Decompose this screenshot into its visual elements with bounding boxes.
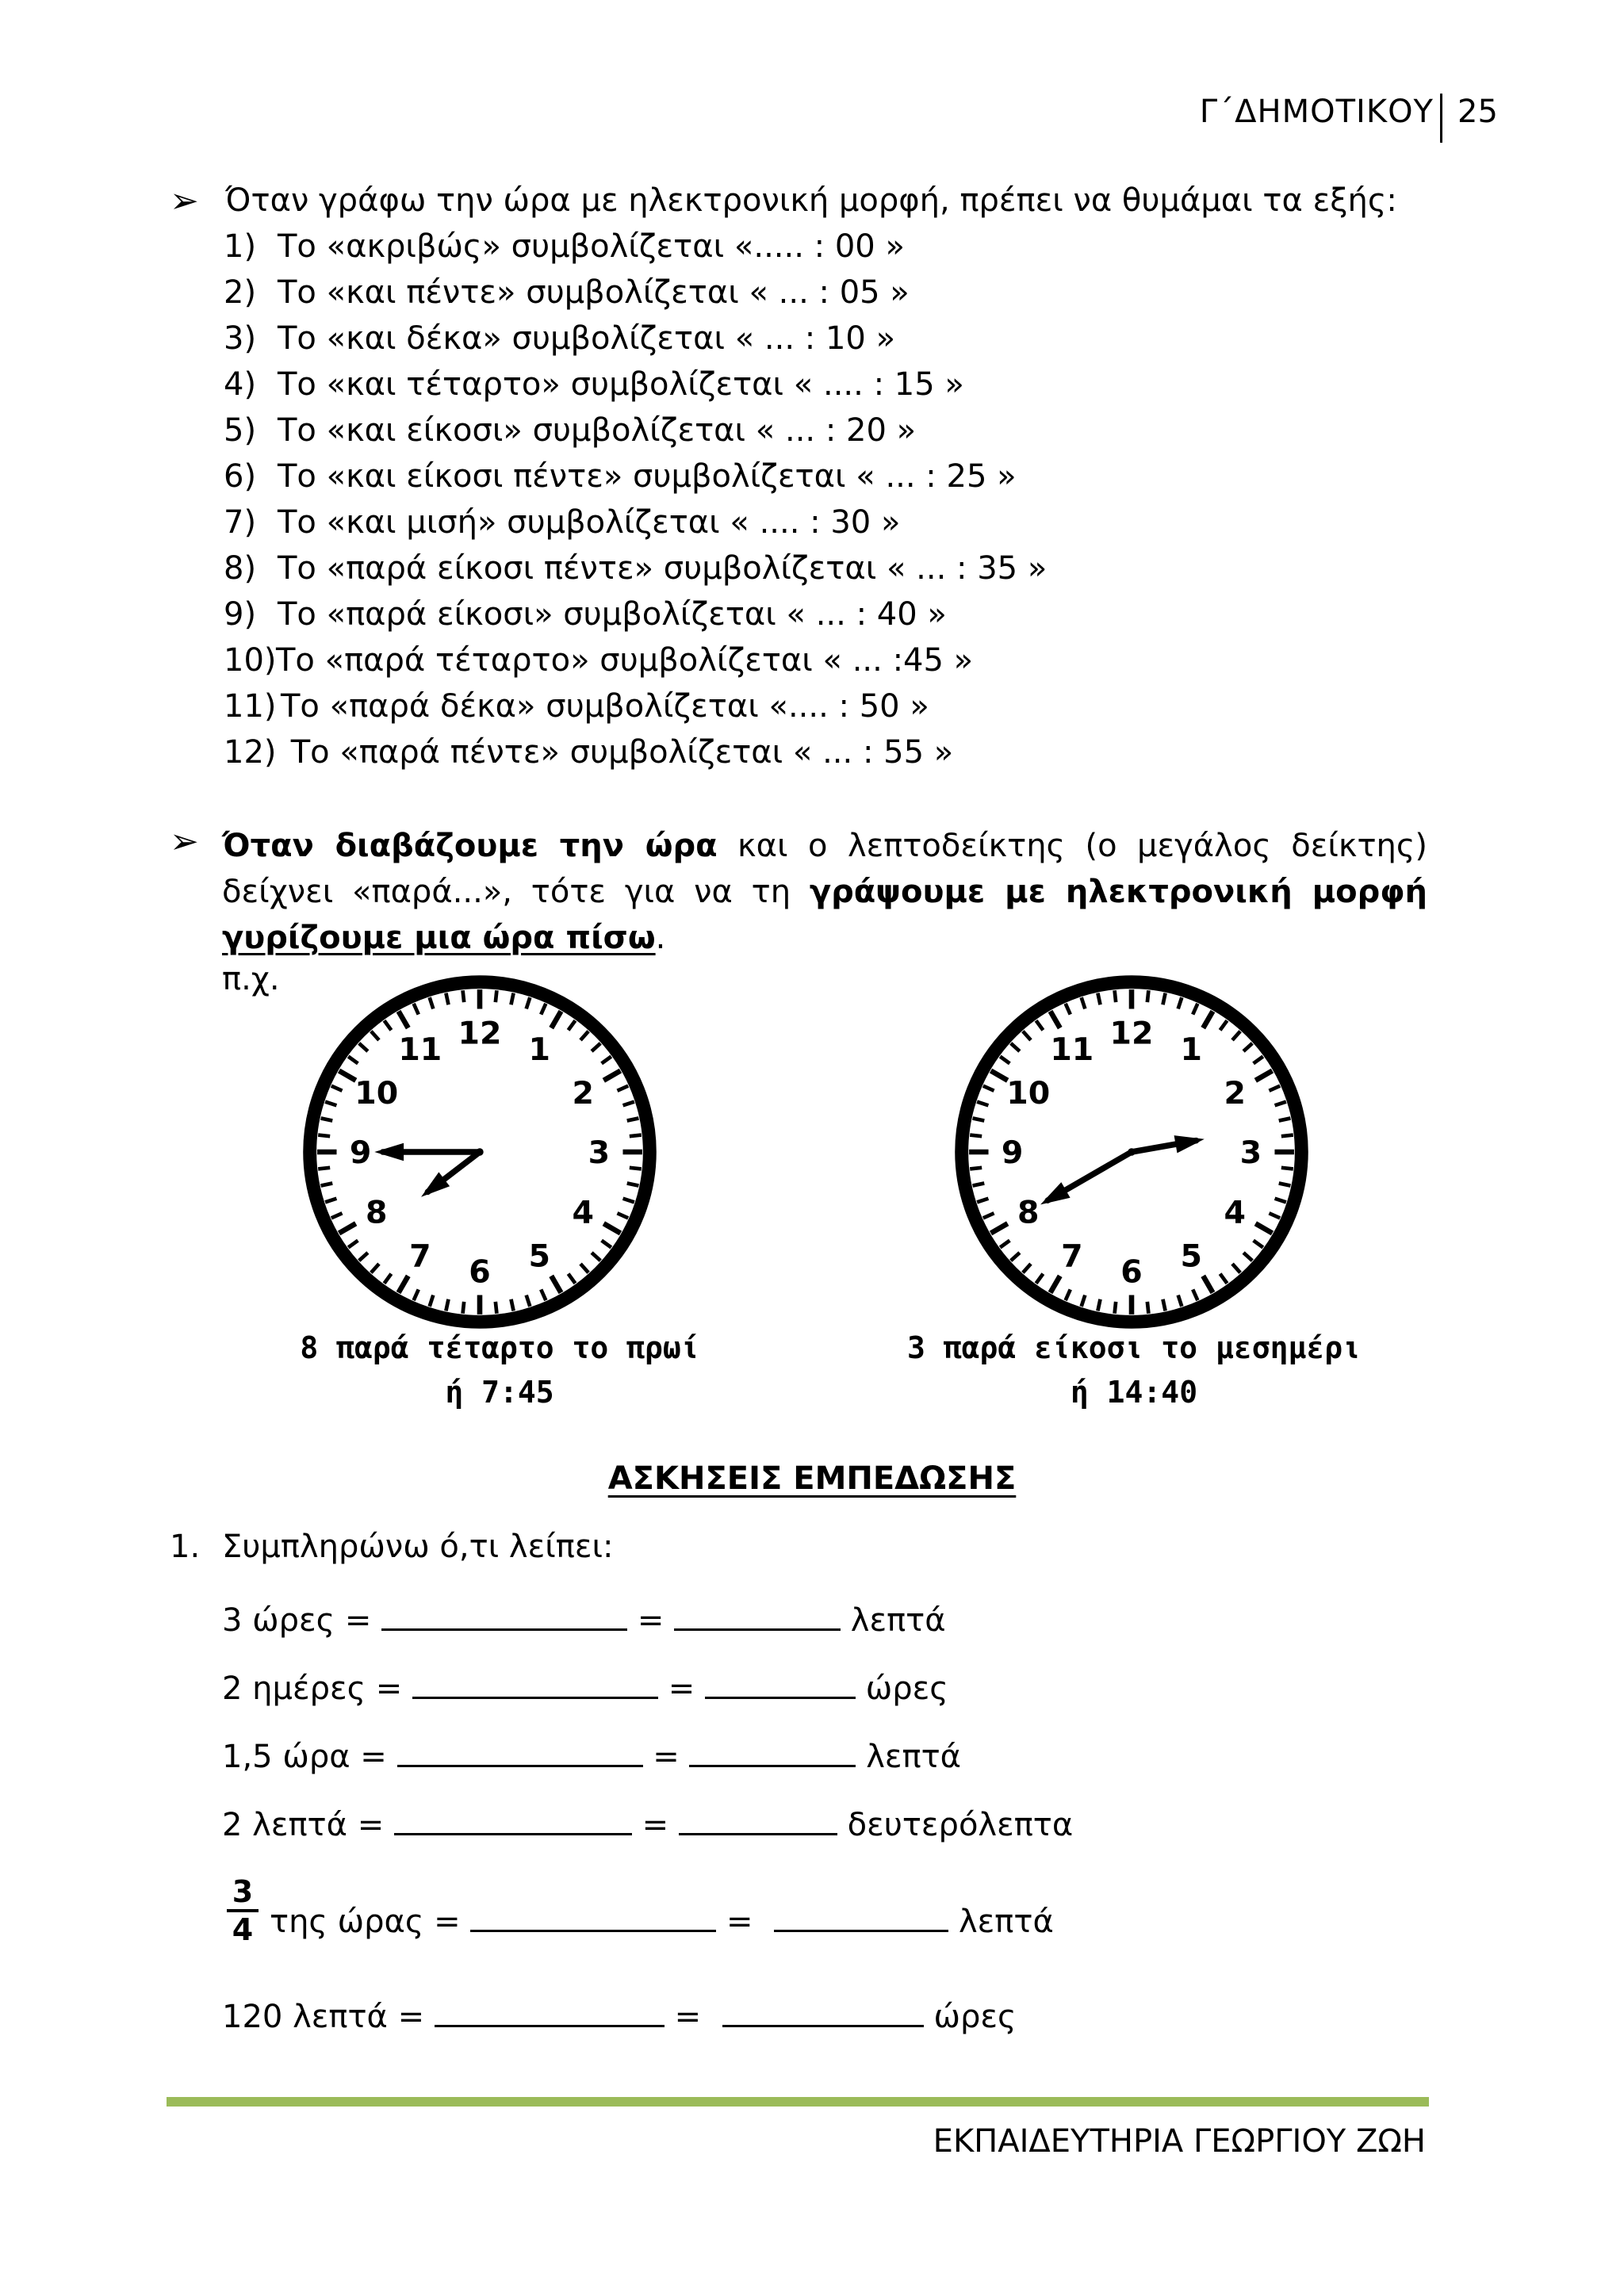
clock-tick	[511, 993, 513, 1005]
clock-tick	[511, 1299, 513, 1311]
list-item	[224, 274, 910, 311]
list-item-number: 2)	[224, 274, 257, 311]
bold-phrase: γράψουμε με ηλεκτρονική μορφή	[809, 874, 1428, 910]
exercise-lhs: της ώρας =	[270, 1904, 461, 1940]
page-number: 25	[1457, 94, 1498, 130]
clock-caption: 8 παρά τέταρτο το πρωί	[300, 1330, 699, 1365]
footer-text: ΕΚΠΑΙΔΕΥΤΗΡΙΑ ΓΕΩΡΓΙΟΥ ΖΩΗ	[933, 2123, 1426, 2160]
section2-paragraph	[222, 823, 1427, 961]
answer-blank[interactable]	[774, 1903, 948, 1932]
fraction-three-quarters	[227, 1876, 259, 1946]
clock-tick	[318, 1135, 330, 1137]
list-item-text: Το «και δέκα» συμβολίζεται « ... : 10 »	[278, 320, 896, 357]
list-item	[224, 412, 916, 449]
exercise-row	[222, 1806, 1073, 1843]
list-item-number: 7)	[224, 504, 257, 541]
answer-blank[interactable]	[674, 1601, 841, 1631]
exercise-lhs: 2 ημέρες =	[222, 1670, 403, 1707]
clock-tick	[973, 1183, 985, 1185]
list-item-text: Το «και είκοσι» συμβολίζεται « ... : 20 »	[278, 412, 917, 449]
exercise-row	[222, 1998, 1017, 2035]
list-item-number: 10)	[224, 642, 277, 679]
exercise-unit: λεπτά	[866, 1739, 962, 1775]
clock-tick	[446, 1299, 448, 1311]
list-item-number: 12)	[224, 734, 277, 771]
clock-tick	[496, 990, 497, 1002]
clock-number: 4	[572, 1194, 594, 1231]
answer-blank[interactable]	[394, 1806, 632, 1835]
clock-center	[476, 1148, 483, 1155]
clock-number: 11	[398, 1031, 442, 1068]
list-item-number: 4)	[224, 366, 257, 403]
clock-number: 8	[366, 1194, 388, 1231]
clock-number: 9	[1001, 1135, 1024, 1172]
list-item-text: Το «παρά είκοσι» συμβολίζεται « ... : 40 »	[278, 596, 947, 633]
list-item	[224, 366, 964, 403]
clock-tick	[1147, 1302, 1149, 1314]
exercise-lhs: 1,5 ώρα =	[222, 1739, 387, 1775]
list-item	[224, 596, 947, 633]
answer-blank[interactable]	[397, 1738, 643, 1767]
clock-number: 1	[1180, 1031, 1202, 1068]
clock-tick	[318, 1168, 330, 1169]
clock-tick	[970, 1168, 982, 1169]
list-item-number: 6)	[224, 458, 257, 495]
exercise-instruction	[170, 1529, 613, 1565]
clock-number: 4	[1224, 1194, 1246, 1231]
clock-number: 5	[1180, 1238, 1202, 1275]
list-item-number: 9)	[224, 596, 257, 633]
list-item-text: Το «παρά πέντε» συμβολίζεται « ... : 55 »	[281, 734, 954, 771]
list-item-text: Το «και τέταρτο» συμβολίζεται « .... : 15 »	[278, 366, 964, 403]
exercise-unit: δευτερόλεπτα	[847, 1807, 1074, 1843]
answer-blank[interactable]	[470, 1903, 716, 1932]
clock-tick	[1281, 1135, 1293, 1137]
exercise-lhs: 120 λεπτά =	[222, 1999, 425, 2035]
clock-center	[1128, 1148, 1135, 1155]
clock-tick	[463, 1302, 465, 1314]
clock-tick	[1279, 1183, 1291, 1185]
clock-number: 3	[588, 1135, 611, 1172]
clock-number: 10	[1006, 1074, 1051, 1112]
clock-tick	[1162, 993, 1165, 1005]
list-item-number: 5)	[224, 412, 257, 449]
clock-face	[293, 966, 666, 1338]
clock-tick	[1097, 1299, 1100, 1311]
list-item-text: Το «και είκοσι πέντε» συμβολίζεται « ... : 25 »	[278, 458, 1017, 495]
exercise-row	[222, 1601, 946, 1639]
list-item	[224, 458, 1017, 495]
equals-sign: =	[653, 1739, 680, 1775]
answer-blank[interactable]	[679, 1806, 837, 1835]
clock-caption-time: ή 7:45	[445, 1375, 554, 1410]
answer-blank[interactable]	[689, 1738, 856, 1767]
clock-tick	[970, 1135, 982, 1137]
clock-tick	[446, 993, 448, 1005]
list-item	[224, 320, 895, 357]
clock-number: 6	[1120, 1253, 1143, 1291]
equals-sign: =	[668, 1670, 695, 1707]
clock-tick	[627, 1118, 639, 1120]
answer-blank[interactable]	[381, 1601, 627, 1631]
exercise-row	[222, 1670, 948, 1707]
clock-number: 7	[409, 1238, 431, 1275]
list-item-text: Το «και πέντε» συμβολίζεται « ... : 05 »	[278, 274, 910, 311]
clock-tick	[1147, 990, 1149, 1002]
list-item	[224, 504, 900, 541]
clock-number: 2	[572, 1074, 594, 1112]
exercise-unit: ώρες	[933, 1999, 1017, 2035]
exercise-unit: ώρες	[865, 1670, 948, 1707]
clock-tick	[496, 1302, 497, 1314]
exercises-title	[0, 1460, 1624, 1497]
equals-sign: =	[642, 1807, 669, 1843]
clock-number: 10	[354, 1074, 399, 1112]
clock-number: 2	[1224, 1074, 1246, 1112]
clock-tick	[973, 1118, 985, 1120]
equals-sign: =	[674, 1999, 702, 2035]
clock-tick	[630, 1168, 642, 1169]
header-title: Γ΄ΔΗΜΟΤΙΚΟΥ	[1199, 94, 1434, 130]
exercise-lhs: 3 ώρες =	[222, 1602, 372, 1639]
arrow-bullet-icon: ➢	[170, 821, 199, 862]
clock-tick	[1281, 1168, 1293, 1169]
list-item-text: Το «παρά είκοσι πέντε» συμβολίζεται « ... : 35 »	[278, 550, 1048, 587]
bold-phrase: Όταν διαβάζουμε την ώρα	[222, 828, 718, 864]
text-run: .	[655, 920, 666, 956]
list-item	[224, 228, 905, 265]
exercise-row	[222, 1738, 961, 1775]
list-item-number: 1)	[224, 228, 257, 265]
clock-tick	[1097, 993, 1100, 1005]
example-label: π.χ.	[222, 961, 280, 997]
clock-tick	[1115, 1302, 1116, 1314]
exercise-instruction-text: Συμπληρώνω ό,τι λείπει:	[222, 1529, 614, 1565]
list-item	[224, 550, 1047, 587]
fraction-numerator: 3	[232, 1874, 254, 1909]
list-item-number: 11)	[224, 688, 277, 725]
clock-caption: 3 παρά είκοσι το μεσημέρι	[907, 1330, 1361, 1365]
clock-number: 11	[1050, 1031, 1094, 1068]
exercise-row	[270, 1903, 1054, 1940]
clock-number: 6	[469, 1253, 491, 1291]
clock-tick	[321, 1183, 333, 1185]
clock-tick	[630, 1135, 642, 1137]
arrow-bullet-icon: ➢	[170, 181, 199, 221]
list-item-text: Το «και μισή» συμβολίζεται « .... : 30 »	[278, 504, 901, 541]
clock-tick	[1279, 1118, 1291, 1120]
exercise-unit: λεπτά	[958, 1904, 1054, 1940]
clock-caption-time: ή 14:40	[1070, 1375, 1198, 1410]
answer-blank[interactable]	[435, 1998, 665, 2027]
clock-number: 12	[1109, 1015, 1154, 1052]
list-item-number: 8)	[224, 550, 257, 587]
clock-tick	[627, 1183, 639, 1185]
list-item-number: 3)	[224, 320, 257, 357]
list-item	[224, 734, 953, 771]
equals-sign: =	[637, 1602, 665, 1639]
clock-number: 9	[349, 1135, 372, 1172]
section1-intro: Όταν γράφω την ώρα με ηλεκτρονική μορφή, πρέπει να θυμάμαι τα εξής:	[225, 182, 1397, 219]
clock-tick	[463, 990, 465, 1002]
clock-tick	[1115, 990, 1116, 1002]
clock-number: 12	[458, 1015, 502, 1052]
exercises-title-text: ΑΣΚΗΣΕΙΣ ΕΜΠΕΔΩΣΗΣ	[607, 1460, 1017, 1497]
answer-blank[interactable]	[722, 1998, 924, 2027]
list-item-text: Το «παρά δέκα» συμβολίζεται «.... : 50 »	[281, 688, 929, 725]
clock-number: 8	[1017, 1194, 1040, 1231]
equals-sign: =	[726, 1904, 753, 1940]
list-item-text: Το «ακριβώς» συμβολίζεται «..... : 00 »	[278, 228, 905, 265]
clock-number: 7	[1061, 1238, 1083, 1275]
clock-number: 1	[528, 1031, 550, 1068]
exercise-number: 1.	[170, 1529, 201, 1565]
answer-blank[interactable]	[705, 1670, 856, 1699]
clock-number: 3	[1239, 1135, 1262, 1172]
list-item	[224, 688, 929, 725]
answer-blank[interactable]	[412, 1670, 658, 1699]
clock-tick	[1162, 1299, 1165, 1311]
list-item	[224, 642, 973, 679]
text-run: και ο λεπτοδείκτης (ο μεγάλος δείκτης) δείχνει «παρά...», τότε για να τη	[222, 828, 1427, 910]
clock-number: 5	[528, 1238, 550, 1275]
bold-underlined-phrase: γυρίζουμε μια ώρα πίσω	[222, 920, 656, 956]
exercise-unit: λεπτά	[850, 1602, 946, 1639]
exercise-lhs: 2 λεπτά =	[222, 1807, 385, 1843]
list-item-text: Το «παρά τέταρτο» συμβολίζεται « ... :45 »	[276, 642, 974, 679]
header-separator	[1440, 94, 1442, 143]
footer-divider	[167, 2097, 1429, 2107]
clock-tick	[321, 1118, 333, 1120]
fraction-denominator: 4	[232, 1912, 254, 1947]
clock-face	[945, 966, 1318, 1338]
